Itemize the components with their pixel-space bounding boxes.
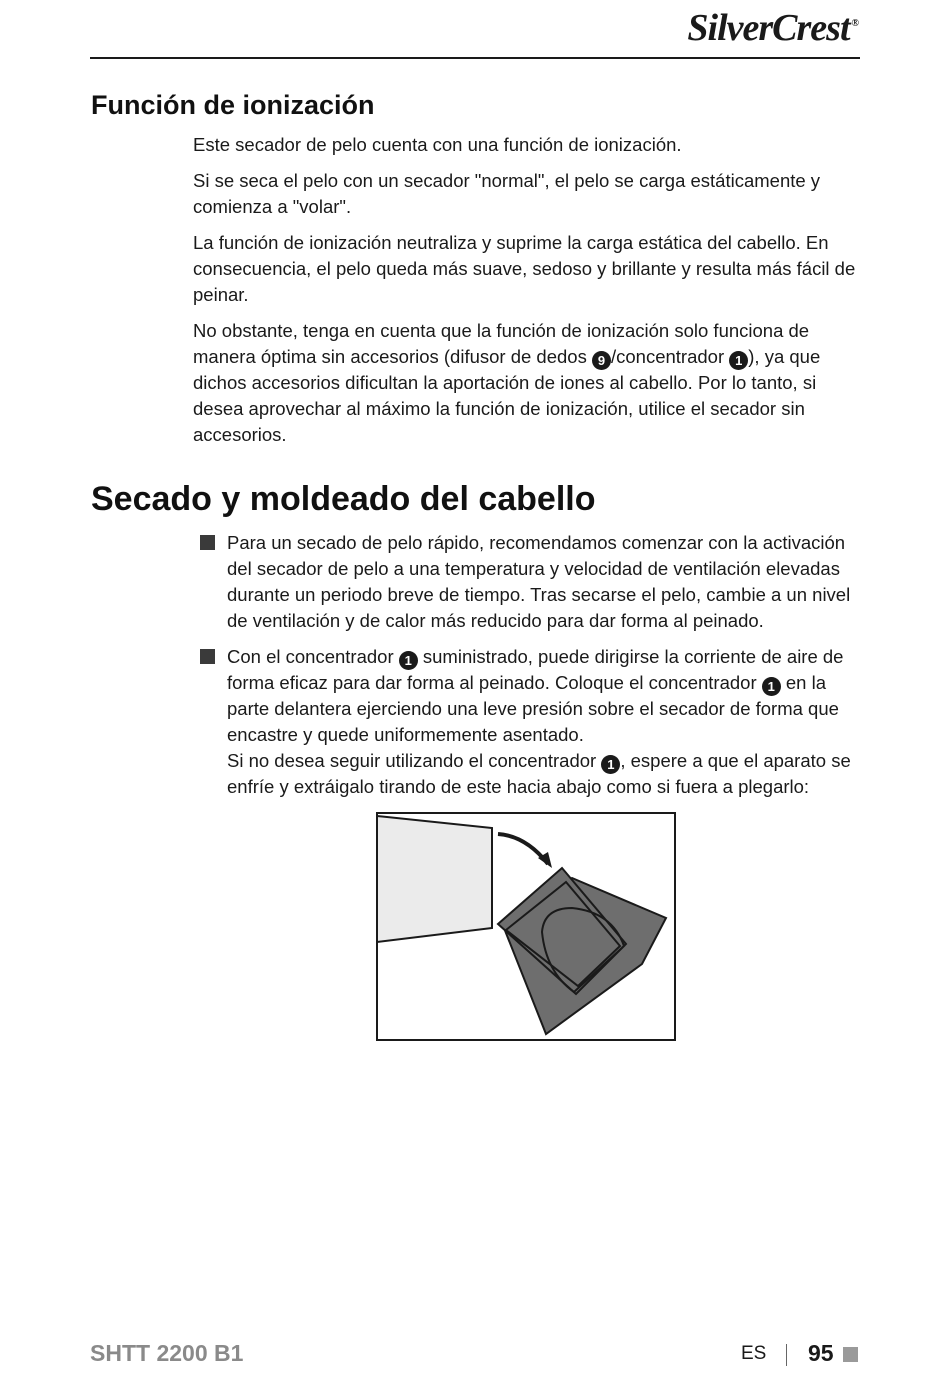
part-number-badge: 9 xyxy=(592,351,611,370)
header-rule xyxy=(90,57,860,59)
dryer-nozzle xyxy=(377,816,492,942)
part-number-badge: 1 xyxy=(399,651,418,670)
paragraph: Este secador de pelo cuenta con una función de ionización. xyxy=(193,134,682,155)
footer-language: ES xyxy=(741,1343,767,1364)
list-item: Para un secado de pelo rápido, recomendamos comenzar con la activación del secador de pelo a una temperatura y velocidad de ventilación elevadas durante un periodo breve de tiempo. Tras secarse el pelo, cambie a un nivel de ventilación y de calor más reducido para dar forma al peinado. xyxy=(227,532,851,631)
footer-model: SHTT 2200 B1 xyxy=(90,1340,244,1366)
part-number-badge: 1 xyxy=(762,677,781,696)
brand-logo: SilverCrest ® xyxy=(687,7,858,49)
concentrator-removal-illustration xyxy=(376,812,676,1041)
list-item: Con el concentrador 1 suministrado, puede dirigirse la corriente de aire de forma eficaz para dar forma al peinado. Coloque el concentrador 1 en la parte delantera ejerciendo una leve presión sobre el secador de forma que encastre y quede uniformemente asentado. Si no desea seguir utilizando el concentrador 1 , espere a que el aparato se enfríe y extráigalo tirando de este hacia abajo como si fuera a plegarlo: xyxy=(227,646,851,797)
part-number-badge: 1 xyxy=(729,351,748,370)
part-number-badge: 1 xyxy=(601,755,620,774)
bullet-square-icon xyxy=(200,535,215,550)
bullet-square-icon xyxy=(200,649,215,664)
page-number: 95 xyxy=(808,1340,834,1366)
section-title-drying: Secado y moldeado del cabello xyxy=(91,480,596,518)
paragraph: La función de ionización neutraliza y suprime la carga estática del cabello. En consecuencia, el pelo queda más suave, sedoso y brillante y resulta más fácil de peinar. xyxy=(193,232,856,305)
paragraph: No obstante, tenga en cuenta que la función de ionización solo funciona de manera óptima sin accesorios (difusor de dedos 9 /concentrador 1 ), ya que dichos accesorios dificultan la aportación de iones al cabello. Por lo tanto, si desea aprovechar al máximo la función de ionización, utilice el secador sin accesorios. xyxy=(193,320,821,445)
paragraph: Si se seca el pelo con un secador "normal", el pelo se carga estáticamente y comienza a "volar". xyxy=(193,170,821,217)
footer-divider xyxy=(786,1344,787,1366)
section-title-ionization: Función de ionización xyxy=(91,90,375,120)
footer-square-icon xyxy=(843,1347,858,1362)
